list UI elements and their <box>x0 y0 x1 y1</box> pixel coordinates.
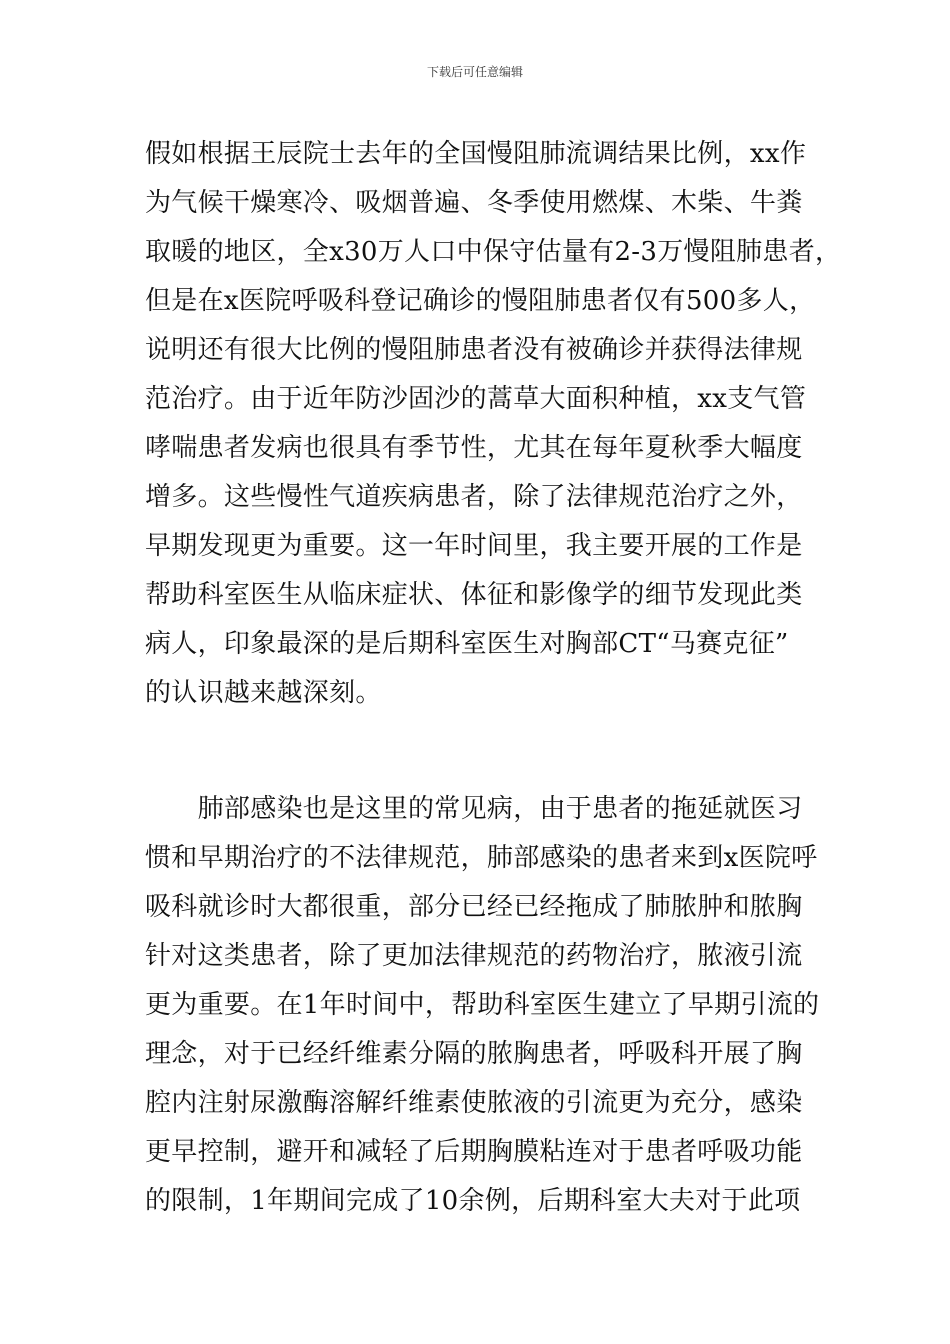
text-line: 哮喘患者发病也很具有季节性，尤其在每年夏秋季大幅度 <box>145 433 803 463</box>
text-line: 为气候干燥寒冷、吸烟普遍、冬季使用燃煤、木柴、牛粪 <box>145 188 803 218</box>
text-line: 取暖的地区，全x30万人口中保守估量有2-3万慢阻肺患者， <box>145 237 842 267</box>
text-line: 更早控制，避开和减轻了后期胸膜粘连对于患者呼吸功能 <box>145 1137 803 1167</box>
text-line: 增多。这些慢性气道疾病患者，除了法律规范治疗之外， <box>145 482 803 512</box>
text-line: 理念，对于已经纤维素分隔的脓胸患者，呼吸科开展了胸 <box>145 1039 803 1069</box>
text-line: 吸科就诊时大都很重，部分已经已经拖成了肺脓肿和脓胸 <box>145 892 803 922</box>
text-line: 针对这类患者，除了更加法律规范的药物治疗，脓液引流 <box>145 941 803 971</box>
paragraph-copd <box>145 130 842 718</box>
text-line: 病人，印象最深的是后期科室医生对胸部CT“马赛克征” <box>145 629 789 659</box>
text-line: 假如根据王辰院士去年的全国慢阻肺流调结果比例，xx作 <box>145 139 807 169</box>
text-line: 更为重要。在1年时间中，帮助科室医生建立了早期引流的 <box>145 990 820 1020</box>
text-line: 帮助科室医生从临床症状、体征和影像学的细节发现此类 <box>145 580 803 610</box>
text-line: 肺部感染也是这里的常见病，由于患者的拖延就医习 <box>145 794 803 824</box>
text-line: 早期发现更为重要。这一年时间里，我主要开展的工作是 <box>145 531 803 561</box>
text-line: 的限制，1年期间完成了10余例，后期科室大夫对于此项 <box>145 1186 801 1216</box>
paragraph-lung-infection <box>145 785 825 1226</box>
page-header: 下载后可任意编辑 <box>426 65 523 79</box>
text-line: 说明还有很大比例的慢阻肺患者没有被确诊并获得法律规 <box>145 335 803 365</box>
text-line: 的认识越来越深刻。 <box>145 678 382 708</box>
text-line: 范治疗。由于近年防沙固沙的蒿草大面积种植，xx支气管 <box>145 384 807 414</box>
document-body <box>145 130 842 1226</box>
text-line: 惯和早期治疗的不法律规范，肺部感染的患者来到x医院呼 <box>145 843 818 873</box>
text-line: 腔内注射尿激酶溶解纤维素使脓液的引流更为充分，感染 <box>145 1088 803 1118</box>
text-line: 但是在x医院呼吸科登记确诊的慢阻肺患者仅有500多人， <box>145 286 816 316</box>
paragraph-spacer <box>145 718 825 785</box>
